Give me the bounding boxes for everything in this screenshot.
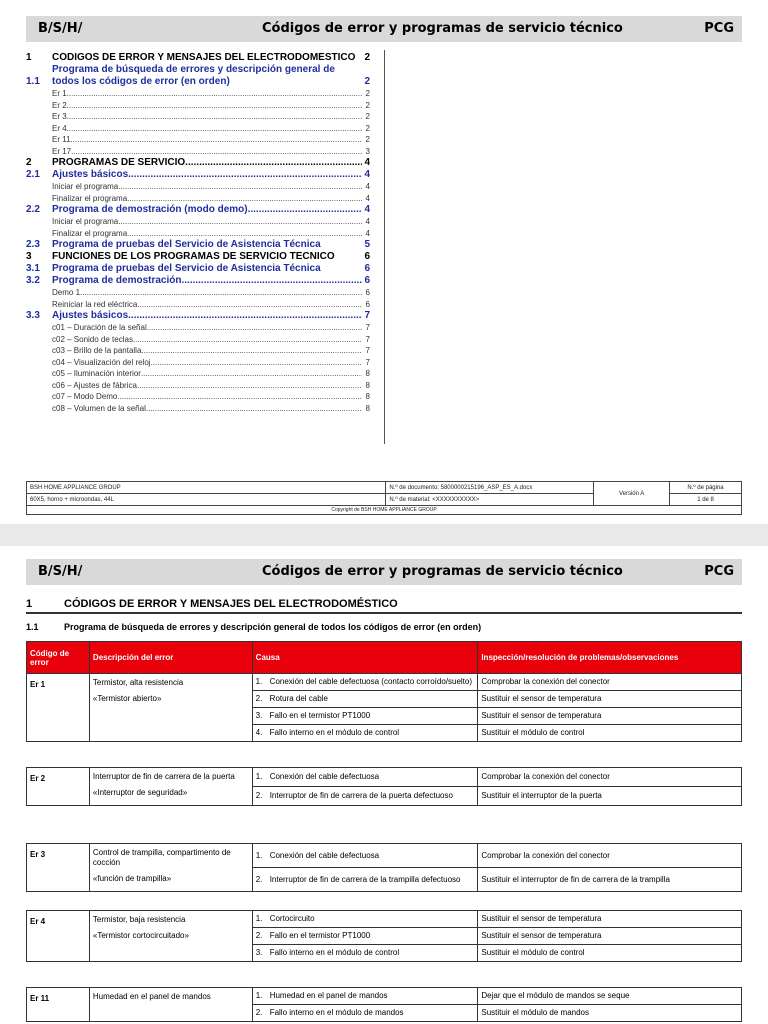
toc-entry-number: 2.1 bbox=[26, 169, 40, 180]
toc-entry[interactable] bbox=[26, 146, 370, 158]
toc-entry-page: 4 bbox=[365, 217, 370, 226]
column-header-inspection: Inspección/resolución de problemas/observaciones bbox=[478, 642, 742, 674]
toc-entry[interactable] bbox=[26, 251, 370, 263]
cause-number: 1. bbox=[255, 991, 263, 1000]
error-cause bbox=[252, 945, 478, 962]
cause-text: Conexión del cable defectuosa bbox=[269, 772, 380, 781]
toc-leader-dots bbox=[141, 345, 362, 357]
toc-leader-dots bbox=[118, 181, 362, 193]
error-table bbox=[26, 767, 742, 806]
toc-entry-page: 2 bbox=[365, 100, 370, 110]
cause-text: Interruptor de fin de carrera de la puerta defectuoso bbox=[269, 791, 453, 800]
toc-entry[interactable] bbox=[26, 299, 370, 311]
error-description-line: Termistor, alta resistencia bbox=[92, 678, 184, 687]
cause-text: Fallo interno en el módulo de control bbox=[269, 728, 400, 737]
error-resolution: Sustituir el sensor de temperatura bbox=[478, 928, 742, 945]
toc-entry-title: Er 11 bbox=[52, 135, 71, 144]
toc-entry[interactable] bbox=[26, 100, 370, 112]
cause-text: Humedad en el panel de mandos bbox=[269, 991, 388, 1000]
error-resolution: Sustituir el sensor de temperatura bbox=[478, 708, 742, 725]
toc-entry[interactable] bbox=[26, 310, 370, 322]
toc-leader-dots bbox=[137, 299, 362, 311]
toc-entry-title: CÓDIGOS DE ERROR Y MENSAJES DEL ELECTRODOMÉSTICO bbox=[52, 52, 356, 63]
error-cause bbox=[252, 768, 478, 787]
cause-text: Conexión del cable defectuosa (contacto corroído/suelto) bbox=[269, 677, 473, 686]
toc-entry[interactable] bbox=[26, 204, 370, 216]
toc-entry-title: c06 – Ajustes de fábrica bbox=[52, 380, 137, 390]
toc-leader-dots bbox=[137, 380, 362, 392]
toc-leader-dots bbox=[67, 100, 362, 112]
error-description bbox=[89, 911, 252, 962]
toc-entry-title: Reiniciar la red eléctrica bbox=[52, 299, 138, 309]
error-table bbox=[26, 910, 742, 962]
error-code: Er 3 bbox=[27, 844, 90, 892]
cause-text: Cortocircuito bbox=[269, 914, 315, 923]
toc-leader-dots bbox=[151, 357, 362, 369]
error-cause bbox=[252, 1005, 478, 1022]
cause-number: 2. bbox=[255, 694, 263, 703]
doc-code: PCG bbox=[704, 21, 734, 36]
table-of-contents bbox=[26, 52, 370, 414]
page-footer bbox=[26, 481, 742, 515]
toc-entry[interactable] bbox=[26, 111, 370, 123]
toc-entry[interactable] bbox=[26, 263, 370, 275]
toc-entry-title: PROGRAMAS DE SERVICIO bbox=[52, 157, 186, 168]
toc-entry-title: Er 17 bbox=[52, 146, 72, 156]
toc-entry-page: 8 bbox=[365, 380, 370, 390]
toc-entry-page: 4 bbox=[365, 193, 370, 203]
error-cause bbox=[252, 868, 478, 892]
footer-material: N.º de material: <XXXXXXXXXX> bbox=[386, 494, 594, 506]
table-row bbox=[27, 988, 742, 1005]
cause-text: Rotura del cable bbox=[269, 694, 328, 703]
cause-number: 3. bbox=[255, 948, 263, 957]
toc-entry-number: 3.2 bbox=[26, 275, 40, 286]
toc-entry-number: 2.3 bbox=[26, 239, 40, 250]
error-resolution: Comprobar la conexión del conector bbox=[478, 674, 742, 691]
error-resolution: Sustituir el módulo de mandos bbox=[478, 1005, 742, 1022]
cause-number: 3. bbox=[255, 711, 263, 720]
toc-entry-title: Finalizar el programa bbox=[52, 228, 128, 238]
toc-entry-page: 6 bbox=[364, 263, 370, 274]
toc-entry-page: 7 bbox=[365, 323, 370, 332]
error-description-line: Interruptor de fin de carrera de la puerta bbox=[92, 772, 235, 781]
toc-entry-page: 4 bbox=[364, 157, 370, 168]
toc-leader-dots bbox=[67, 88, 362, 100]
toc-leader-dots bbox=[147, 322, 362, 334]
toc-entry[interactable] bbox=[26, 391, 370, 403]
toc-entry[interactable] bbox=[26, 275, 370, 287]
toc-entry[interactable] bbox=[26, 181, 370, 193]
cause-text: Conexión del cable defectuosa bbox=[269, 850, 380, 860]
page-title: Códigos de error y programas de servicio técnico bbox=[262, 21, 623, 36]
toc-entry[interactable] bbox=[26, 334, 370, 346]
cause-text: Fallo interno en el módulo de control bbox=[269, 948, 400, 957]
toc-leader-dots bbox=[185, 157, 362, 169]
toc-entry[interactable] bbox=[26, 52, 370, 64]
error-cause bbox=[252, 787, 478, 806]
toc-entry-page: 8 bbox=[365, 369, 370, 378]
toc-entry-page: 6 bbox=[365, 299, 370, 309]
error-description-line: «Termistor abierto» bbox=[92, 694, 162, 703]
toc-leader-dots bbox=[80, 287, 362, 299]
error-cause bbox=[252, 988, 478, 1005]
cause-number: 1. bbox=[255, 914, 263, 923]
cause-number: 2. bbox=[255, 791, 263, 800]
toc-leader-dots bbox=[71, 146, 362, 158]
toc-entry-page: 5 bbox=[364, 239, 370, 250]
toc-entry[interactable] bbox=[26, 380, 370, 392]
error-description bbox=[89, 988, 252, 1022]
toc-entry-title: Er 4 bbox=[52, 123, 67, 133]
toc-entry[interactable] bbox=[26, 134, 370, 146]
toc-leader-dots bbox=[67, 123, 362, 135]
error-description-line: Termistor, baja resistencia bbox=[92, 915, 186, 924]
toc-entry-page: 7 bbox=[364, 310, 370, 321]
toc-entry-page: 6 bbox=[365, 288, 370, 297]
error-resolution: Dejar que el módulo de mandos se seque bbox=[478, 988, 742, 1005]
cause-number: 2. bbox=[255, 874, 263, 884]
toc-entry-page: 4 bbox=[364, 169, 370, 180]
toc-entry-page: 2 bbox=[365, 89, 370, 98]
error-cause bbox=[252, 691, 478, 708]
error-cause bbox=[252, 844, 478, 868]
toc-entry[interactable] bbox=[26, 169, 370, 181]
error-cause bbox=[252, 708, 478, 725]
toc-entry[interactable] bbox=[26, 322, 370, 334]
page-separator bbox=[0, 524, 768, 546]
toc-entry-page: 6 bbox=[364, 275, 370, 286]
page-header bbox=[26, 16, 742, 42]
column-header-cause: Causa bbox=[252, 642, 478, 674]
table-row bbox=[27, 844, 742, 868]
toc-entry[interactable] bbox=[26, 216, 370, 228]
toc-entry-page: 8 bbox=[365, 403, 370, 413]
toc-entry-number: 2 bbox=[26, 157, 32, 168]
toc-entry-title: Programa de pruebas del Servicio de Asistencia Técnica bbox=[52, 239, 321, 250]
error-resolution: Sustituir el sensor de temperatura bbox=[478, 691, 742, 708]
footer-version: Versión A bbox=[594, 482, 670, 506]
toc-entry-page: 6 bbox=[364, 251, 370, 262]
toc-entry[interactable] bbox=[26, 193, 370, 205]
cause-number: 1. bbox=[255, 772, 263, 781]
table-row bbox=[27, 911, 742, 928]
cause-text: Fallo interno en el módulo de mandos bbox=[269, 1008, 404, 1017]
toc-leader-dots bbox=[141, 368, 362, 380]
toc-entry[interactable] bbox=[26, 64, 370, 88]
error-code: Er 11 bbox=[27, 988, 90, 1022]
toc-entry[interactable] bbox=[26, 345, 370, 357]
cause-number: 1. bbox=[255, 677, 263, 686]
toc-entry-number: 3.1 bbox=[26, 263, 40, 274]
column-header-code: Código de error bbox=[27, 642, 90, 674]
error-description-line: «Termistor cortocircuitado» bbox=[92, 931, 189, 940]
toc-entry-title: Iniciar el programa bbox=[52, 217, 119, 226]
toc-leader-dots bbox=[128, 310, 362, 322]
toc-entry-title: Programa de demostración (modo demo) bbox=[52, 204, 248, 215]
cause-text: Fallo en el termistor PT1000 bbox=[269, 711, 371, 720]
cause-number: 1. bbox=[255, 850, 263, 860]
toc-entry-title: Finalizar el programa bbox=[52, 193, 128, 203]
brand-logo-text: B/S/H/ bbox=[38, 21, 83, 36]
footer-company: BSH HOME APPLIANCE GROUP bbox=[27, 482, 386, 494]
toc-leader-dots bbox=[118, 216, 362, 228]
table-header-row bbox=[27, 642, 742, 674]
error-code: Er 2 bbox=[27, 768, 90, 806]
toc-entry-title: Ajustes básicos bbox=[52, 169, 129, 180]
page-header bbox=[26, 559, 742, 585]
page-2 bbox=[0, 546, 768, 1024]
toc-entry-page: 4 bbox=[365, 228, 370, 238]
toc-entry-title: Programa de pruebas del Servicio de Asistencia Técnica bbox=[52, 263, 321, 274]
toc-entry[interactable] bbox=[26, 157, 370, 169]
error-resolution: Comprobar la conexión del conector bbox=[478, 844, 742, 868]
toc-entry-title: Iniciar el programa bbox=[52, 182, 119, 191]
toc-entry-title: c07 – Modo Demo bbox=[52, 392, 118, 401]
doc-code: PCG bbox=[704, 564, 734, 579]
error-description-line: «función de trampilla» bbox=[92, 874, 172, 883]
error-code: Er 4 bbox=[27, 911, 90, 962]
toc-entry-page: 7 bbox=[365, 346, 370, 355]
toc-entry-number: 2.2 bbox=[26, 204, 40, 215]
table-row bbox=[27, 674, 742, 691]
footer-page-number: 1 de 8 bbox=[670, 494, 742, 506]
toc-entry-title: c04 – Visualización del reloj bbox=[52, 357, 151, 367]
footer-product: 60X5, horno + microondas, 44L bbox=[27, 494, 386, 506]
toc-leader-dots bbox=[127, 193, 362, 205]
toc-entry[interactable] bbox=[26, 88, 370, 100]
error-description bbox=[89, 768, 252, 806]
toc-entry-number: 1 bbox=[26, 52, 32, 63]
toc-leader-dots bbox=[71, 134, 362, 146]
column-header-description: Descripción del error bbox=[89, 642, 252, 674]
toc-entry-page: 2 bbox=[365, 112, 370, 121]
toc-entry-page: 2 bbox=[365, 135, 370, 144]
toc-entry-title: Programa de demostración bbox=[52, 275, 182, 286]
table-row bbox=[27, 768, 742, 787]
error-description-line: Humedad en el panel de mandos bbox=[92, 992, 211, 1001]
divider bbox=[384, 50, 385, 444]
toc-entry-title: Ajustes básicos bbox=[52, 310, 129, 321]
toc-entry-title: Er 3 bbox=[52, 112, 67, 121]
brand-logo-text: B/S/H/ bbox=[38, 564, 83, 579]
toc-entry-number: 3.3 bbox=[26, 310, 40, 321]
toc-entry-title: c08 – Volumen de la señal bbox=[52, 403, 146, 413]
error-cause bbox=[252, 725, 478, 742]
cause-text: Interruptor de fin de carrera de la trampilla defectuoso bbox=[269, 874, 461, 884]
toc-entry[interactable] bbox=[26, 287, 370, 299]
toc-entry-number: 1.1 bbox=[26, 76, 40, 87]
toc-entry-page: 4 bbox=[365, 182, 370, 191]
error-table bbox=[26, 843, 742, 892]
toc-leader-dots bbox=[127, 228, 362, 240]
error-resolution: Sustituir el interruptor de la puerta bbox=[478, 787, 742, 806]
section-rule bbox=[26, 612, 742, 614]
toc-leader-dots bbox=[248, 204, 362, 216]
error-description bbox=[89, 844, 252, 892]
error-description-line: Control de trampilla, compartimento de cocción bbox=[92, 848, 231, 867]
error-description bbox=[89, 674, 252, 742]
toc-entry[interactable] bbox=[26, 123, 370, 135]
toc-entry-title: Demo 1 bbox=[52, 288, 81, 297]
toc-entry-page: 4 bbox=[364, 204, 370, 215]
error-code: Er 1 bbox=[27, 674, 90, 742]
error-table bbox=[26, 987, 742, 1022]
toc-entry-number: 3 bbox=[26, 251, 32, 262]
toc-leader-dots bbox=[128, 169, 362, 181]
toc-entry[interactable] bbox=[26, 357, 370, 369]
cause-number: 4. bbox=[255, 728, 263, 737]
toc-entry-page: 2 bbox=[364, 52, 370, 63]
section-heading: 1 CÓDIGOS DE ERROR Y MENSAJES DEL ELECTRODOMÉSTICO bbox=[26, 598, 398, 610]
error-resolution: Sustituir el módulo de control bbox=[478, 945, 742, 962]
page-title: Códigos de error y programas de servicio técnico bbox=[262, 564, 623, 579]
error-resolution: Sustituir el módulo de control bbox=[478, 725, 742, 742]
footer-copyright: Copyright de BSH HOME APPLIANCE GROUP bbox=[27, 506, 742, 515]
toc-entry-page: 3 bbox=[365, 146, 370, 156]
toc-entry-title: c03 – Brillo de la pantalla bbox=[52, 346, 142, 355]
toc-entry-title: Er 1 bbox=[52, 89, 67, 98]
error-cause bbox=[252, 674, 478, 691]
toc-entry[interactable] bbox=[26, 228, 370, 240]
toc-entry-page: 2 bbox=[365, 123, 370, 133]
cause-number: 2. bbox=[255, 1008, 263, 1017]
toc-entry-title: c01 – Duración de la señal bbox=[52, 323, 147, 332]
toc-entry[interactable] bbox=[26, 368, 370, 380]
error-cause bbox=[252, 911, 478, 928]
toc-entry-title: FUNCIONES DE LOS PROGRAMAS DE SERVICIO TÉCNICO bbox=[52, 251, 335, 262]
toc-entry-title: c02 – Sonido de teclas bbox=[52, 334, 133, 344]
toc-entry-page: 7 bbox=[365, 357, 370, 367]
error-table bbox=[26, 641, 742, 742]
toc-entry[interactable] bbox=[26, 403, 370, 415]
error-cause bbox=[252, 928, 478, 945]
toc-leader-dots bbox=[181, 275, 362, 287]
toc-entry[interactable] bbox=[26, 239, 370, 251]
toc-leader-dots bbox=[133, 334, 362, 346]
toc-leader-dots bbox=[117, 391, 362, 403]
subsection-heading: 1.1 Programa de búsqueda de errores y descripción general de todos los códigos de error (en orden) bbox=[26, 622, 482, 632]
toc-leader-dots bbox=[146, 403, 362, 415]
cause-number: 2. bbox=[255, 931, 263, 940]
toc-entry-title: c05 – Iluminación interior bbox=[52, 369, 141, 378]
toc-entry-page: 2 bbox=[364, 76, 370, 87]
toc-entry-title: Programa de búsqueda de errores y descripción general de todos los códigos de error (en orden) bbox=[52, 64, 335, 87]
cause-text: Fallo en el termistor PT1000 bbox=[269, 931, 371, 940]
toc-entry-page: 8 bbox=[365, 392, 370, 401]
footer-doc-number: N.º de documento: 5800000215196_ASP_ES_A.docx bbox=[386, 482, 594, 494]
toc-leader-dots bbox=[67, 111, 362, 123]
error-resolution: Sustituir el sensor de temperatura bbox=[478, 911, 742, 928]
error-resolution: Sustituir el interruptor de fin de carrera de la trampilla bbox=[478, 868, 742, 892]
error-description-line: «Interruptor de seguridad» bbox=[92, 788, 188, 797]
toc-entry-page: 7 bbox=[365, 334, 370, 344]
error-resolution: Comprobar la conexión del conector bbox=[478, 768, 742, 787]
footer-page-label: N.º de página bbox=[670, 482, 742, 494]
toc-entry-title: Er 2 bbox=[52, 100, 67, 110]
